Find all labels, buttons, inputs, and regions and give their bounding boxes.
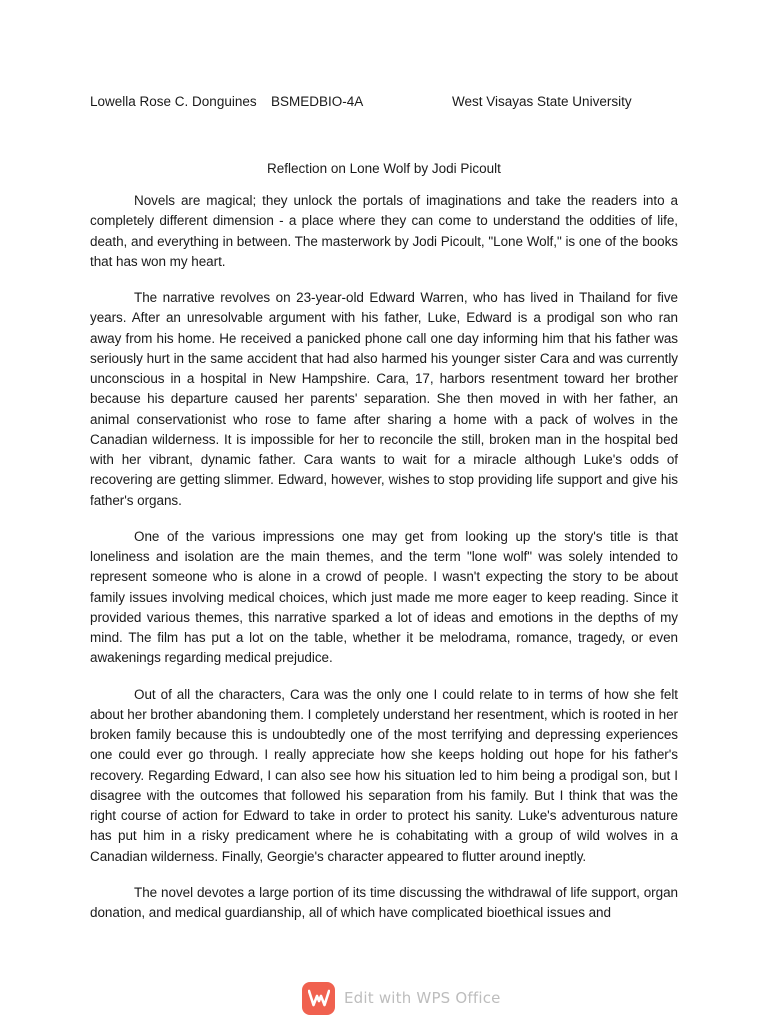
paragraph: One of the various impressions one may get from looking up the story's title is that loneliness and isolation are the main themes, and the term "lone wolf" was solely intended to represent someone who is alone in a crowd of people. I wasn't expecting the story to be about family issues involving medical choices, which just made me more eager to keep reading. Since it provided various themes, this narrative sparked a lot of ideas and emotions in the depths of my mind. The film has put a lot on the table, whether it be melodrama, romance, tragedy, or even awakenings regarding medical prejudice. [90, 528, 678, 666]
paragraph: Novels are magical; they unlock the portals of imaginations and take the readers into a completely different dimension - a place where they can come to understand the oddities of life, death, and everything in between. The masterwork by Jodi Picoult, "Lone Wolf," is one of the books that has won my heart. [90, 193, 678, 269]
paragraph: The novel devotes a large portion of its time discussing the withdrawal of life support, organ donation, and medical guardianship, all of which have complicated bioethical issues and [90, 884, 678, 920]
course-code: BSMEDBIO-4A [271, 94, 364, 109]
document-header [90, 92, 690, 112]
author-name: Lowella Rose C. Donguines [90, 94, 257, 109]
paragraph: The narrative revolves on 23-year-old Edward Warren, who has lived in Thailand for five years. After an unresolvable argument with his father, Luke, Edward is a prodigal son who ran away from his home. He received a panicked phone call one day informing him that his father was seriously hurt in the same accident that had also harmed his younger sister Cara and was currently unconscious in a hospital in New Hampshire. Cara, 17, harbors resentment toward her brother because his departure caused her parents' separation. She then moved in with her father, an animal conservationist who rose to fame after sharing a home with a pack of wolves in the Canadian wilderness. It is impossible for her to reconcile the still, broken man in the hospital bed with her vibrant, dynamic father. Cara wants to wait for a miracle although Luke's odds of recovering are getting slimmer. Edward, however, wishes to stop providing life support and give his father's organs. [90, 290, 678, 508]
document-title: Reflection on Lone Wolf by Jodi Picoult [267, 161, 501, 176]
wps-watermark-label: Edit with WPS Office [344, 989, 501, 1007]
wps-logo-icon [302, 982, 335, 1015]
paragraph: Out of all the characters, Cara was the only one I could relate to in terms of how she felt about her brother abandoning them. I completely understand her resentment, which is rooted in her broken family because this is undoubtedly one of the most terrifying and depressing experiences one could ever go through. I really appreciate how she keeps holding out hope for his father's recovery. Regarding Edward, I can also see how his situation led to him being a prodigal son, but I disagree with the outcomes that followed his separation from his family. But I think that was the right course of action for Edward to take in order to protect his sanity. Luke's adventurous nature has put him in a risky predicament where he is cohabitating with a group of wild wolves in a Canadian wilderness. Finally, Georgie's character appeared to flutter around ineptly. [90, 686, 678, 864]
document-body [90, 191, 678, 939]
wps-watermark[interactable] [302, 980, 501, 1016]
school-name: West Visayas State University [452, 94, 632, 109]
